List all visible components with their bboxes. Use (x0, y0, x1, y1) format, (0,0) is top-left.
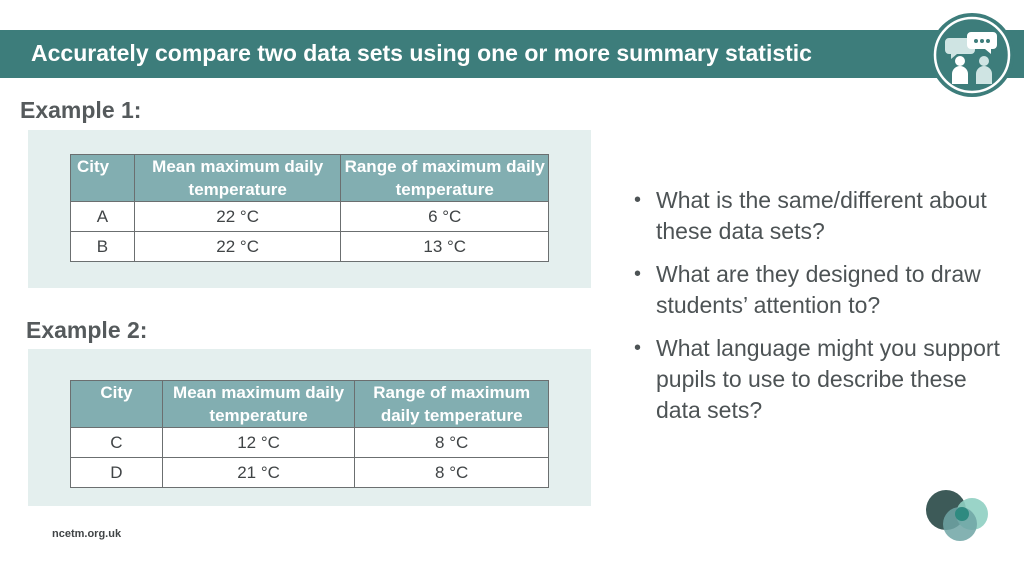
discussion-questions (634, 185, 1014, 438)
example-1-heading: Example 1: (20, 97, 142, 123)
column-header-range: Range of maximum daily temperature (355, 381, 549, 428)
cell-mean: 21 °C (162, 458, 355, 488)
table-row (71, 232, 549, 262)
example-2-table (70, 380, 549, 488)
cell-range: 8 °C (355, 428, 549, 458)
table-header-row (71, 381, 549, 428)
column-header-city: City (71, 381, 163, 428)
discussion-people-icon (929, 12, 1015, 98)
table-row (71, 428, 549, 458)
page-title: Accurately compare two data sets using one or more summary statistic (31, 40, 812, 66)
cell-city: B (71, 232, 135, 262)
cell-city: D (71, 458, 163, 488)
table-row (71, 202, 549, 232)
question-text: What are they designed to draw students’ attention to? (656, 261, 981, 318)
question-item (634, 259, 1014, 321)
bullet-icon: • (634, 337, 642, 359)
table-header-row (71, 155, 549, 202)
question-item (634, 333, 1014, 426)
table-row (71, 458, 549, 488)
cell-range: 13 °C (341, 232, 549, 262)
column-header-mean: Mean maximum daily temperature (162, 381, 355, 428)
footer-url: ncetm.org.uk (52, 528, 122, 540)
example-1-table (70, 154, 549, 262)
cell-mean: 22 °C (134, 202, 341, 232)
column-header-city: City (71, 155, 135, 202)
column-header-mean: Mean maximum daily temperature (134, 155, 341, 202)
cell-city: A (71, 202, 135, 232)
cell-mean: 12 °C (162, 428, 355, 458)
question-text: What is the same/different about these data sets? (656, 187, 987, 244)
bullet-icon: • (634, 189, 642, 211)
cell-range: 8 °C (355, 458, 549, 488)
column-header-range: Range of maximum daily temperature (341, 155, 549, 202)
cell-city: C (71, 428, 163, 458)
bullet-icon: • (634, 263, 642, 285)
ncetm-circles-logo (926, 486, 992, 544)
question-text: What language might you support pupils to use to describe these data sets? (656, 335, 1000, 423)
cell-range: 6 °C (341, 202, 549, 232)
question-item (634, 185, 1014, 247)
cell-mean: 22 °C (134, 232, 341, 262)
example-2-heading: Example 2: (26, 317, 148, 343)
